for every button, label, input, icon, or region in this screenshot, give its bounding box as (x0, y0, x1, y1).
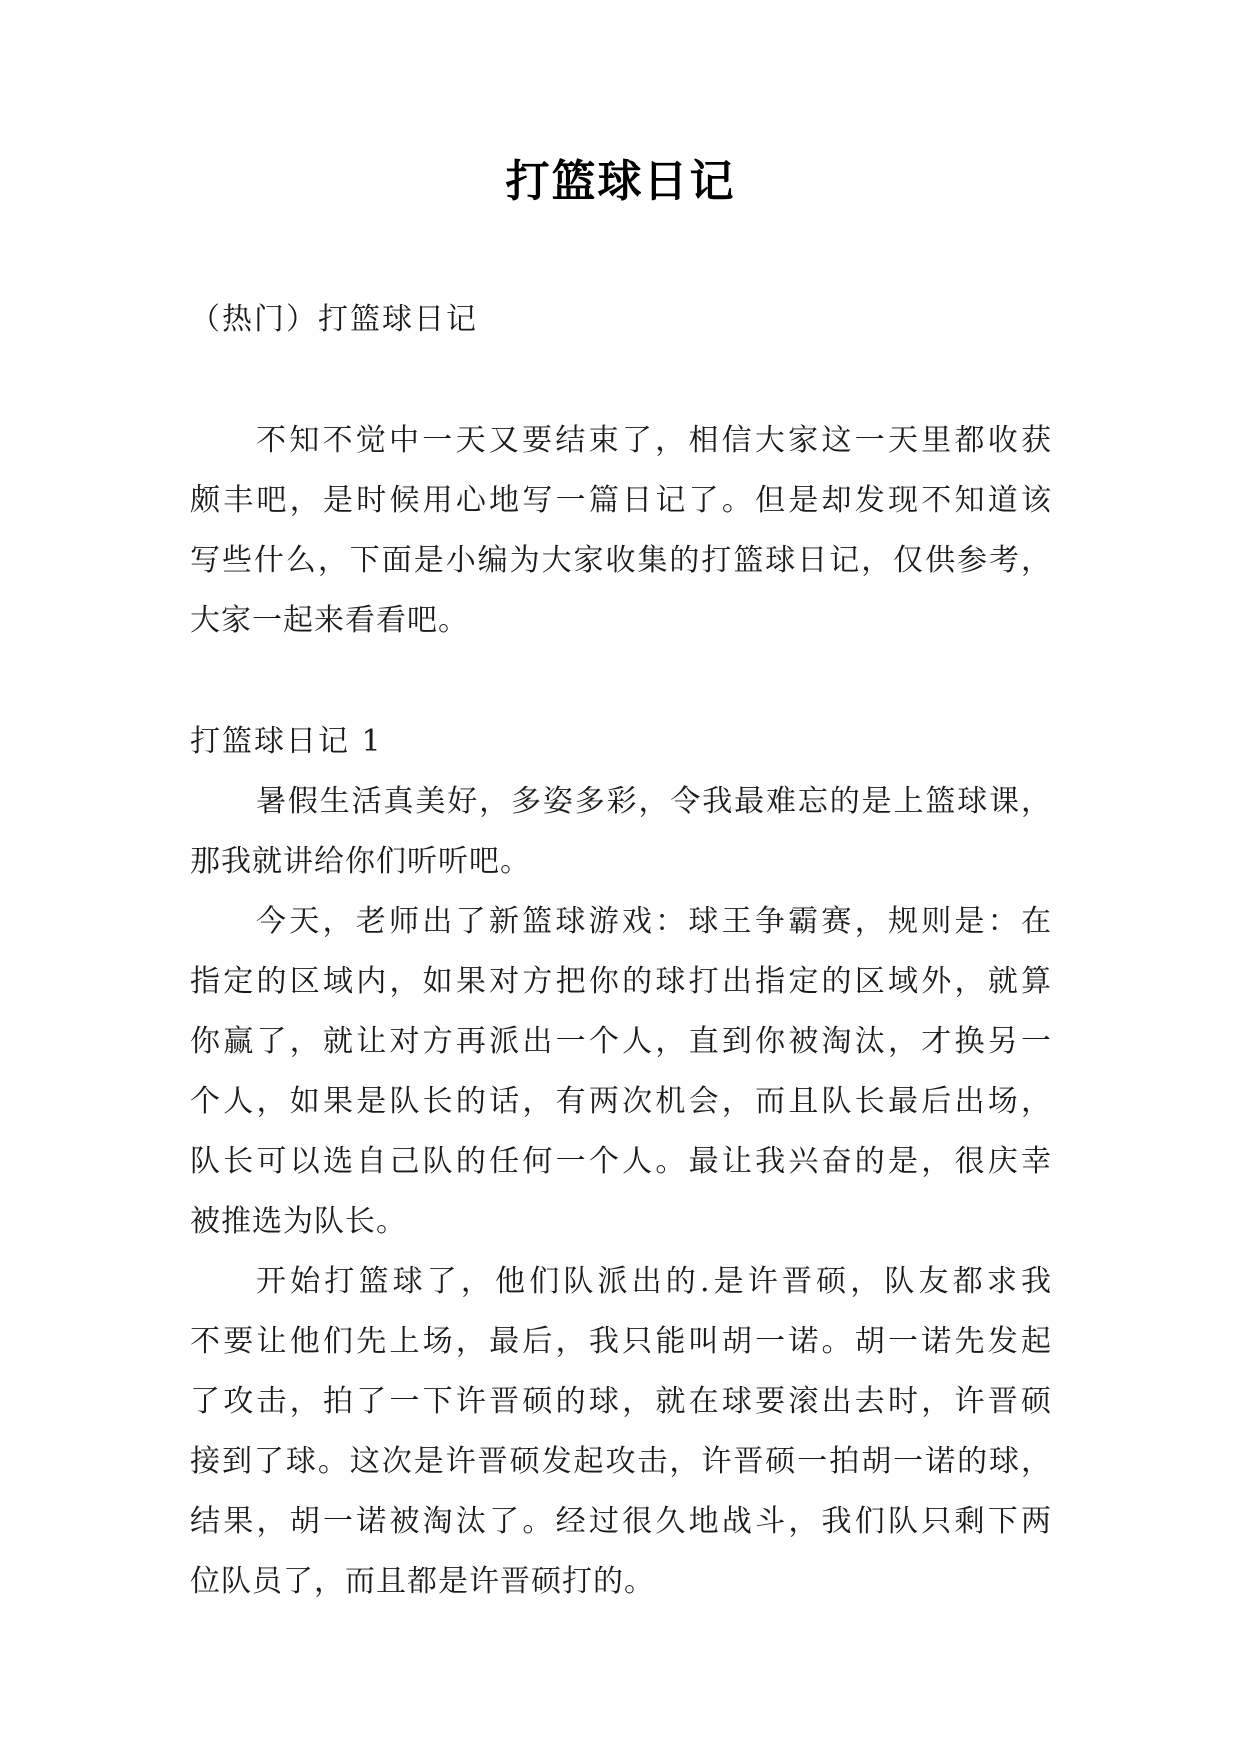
document-title: 打篮球日记 (505, 156, 736, 207)
paragraph-line: 暑假生活真美好，多姿多彩，令我最难忘的是上篮球课， (256, 784, 1052, 819)
paragraph-line: 写些什么，下面是小编为大家收集的打篮球日记，仅供参考， (190, 543, 1052, 578)
paragraph-line: 你赢了，就让对方再派出一个人，直到你被淘汰，才换另一 (190, 1024, 1052, 1059)
intro-paragraph (190, 411, 1052, 651)
document-body (190, 290, 1052, 1612)
paragraph-line: 结果，胡一诺被淘汰了。经过很久地战斗，我们队只剩下两 (190, 1504, 1052, 1539)
paragraph-line: 指定的区域内，如果对方把你的球打出指定的区域外，就算 (190, 964, 1052, 999)
spacer (190, 350, 1052, 411)
paragraph-line: 位队员了，而且都是许晋硕打的。 (190, 1564, 655, 1599)
paragraph-line: 今天，老师出了新篮球游戏：球王争霸赛，规则是：在 (256, 904, 1052, 939)
paragraph-line: 不要让他们先上场，最后，我只能叫胡一诺。胡一诺先发起 (190, 1324, 1052, 1359)
paragraph (190, 892, 1052, 1252)
paragraph-line: 个人，如果是队长的话，有两次机会，而且队长最后出场， (190, 1084, 1052, 1119)
document-subtitle: （热门）打篮球日记 (190, 302, 478, 337)
paragraph-line: 不知不觉中一天又要结束了，相信大家这一天里都收获 (256, 423, 1052, 458)
paragraph-line: 那我就讲给你们听听吧。 (190, 844, 531, 879)
paragraph (190, 1252, 1052, 1612)
paragraph-line: 接到了球。这次是许晋硕发起攻击，许晋硕一拍胡一诺的球， (190, 1444, 1052, 1479)
paragraph (190, 772, 1052, 892)
paragraph-line: 队长可以选自己队的任何一个人。最让我兴奋的是，很庆幸 (190, 1144, 1052, 1179)
paragraph-line: 了攻击，拍了一下许晋硕的球，就在球要滚出去时，许晋硕 (190, 1384, 1052, 1419)
paragraph-line: 颇丰吧，是时候用心地写一篇日记了。但是却发现不知道该 (190, 483, 1052, 518)
paragraph-line: 被推选为队长。 (190, 1204, 407, 1239)
spacer (190, 651, 1052, 712)
paragraph-line: 大家一起来看看吧。 (190, 603, 469, 638)
paragraph-line: 开始打篮球了，他们队派出的.是许晋硕，队友都求我 (256, 1264, 1052, 1299)
section-heading: 打篮球日记 1 (190, 724, 383, 759)
